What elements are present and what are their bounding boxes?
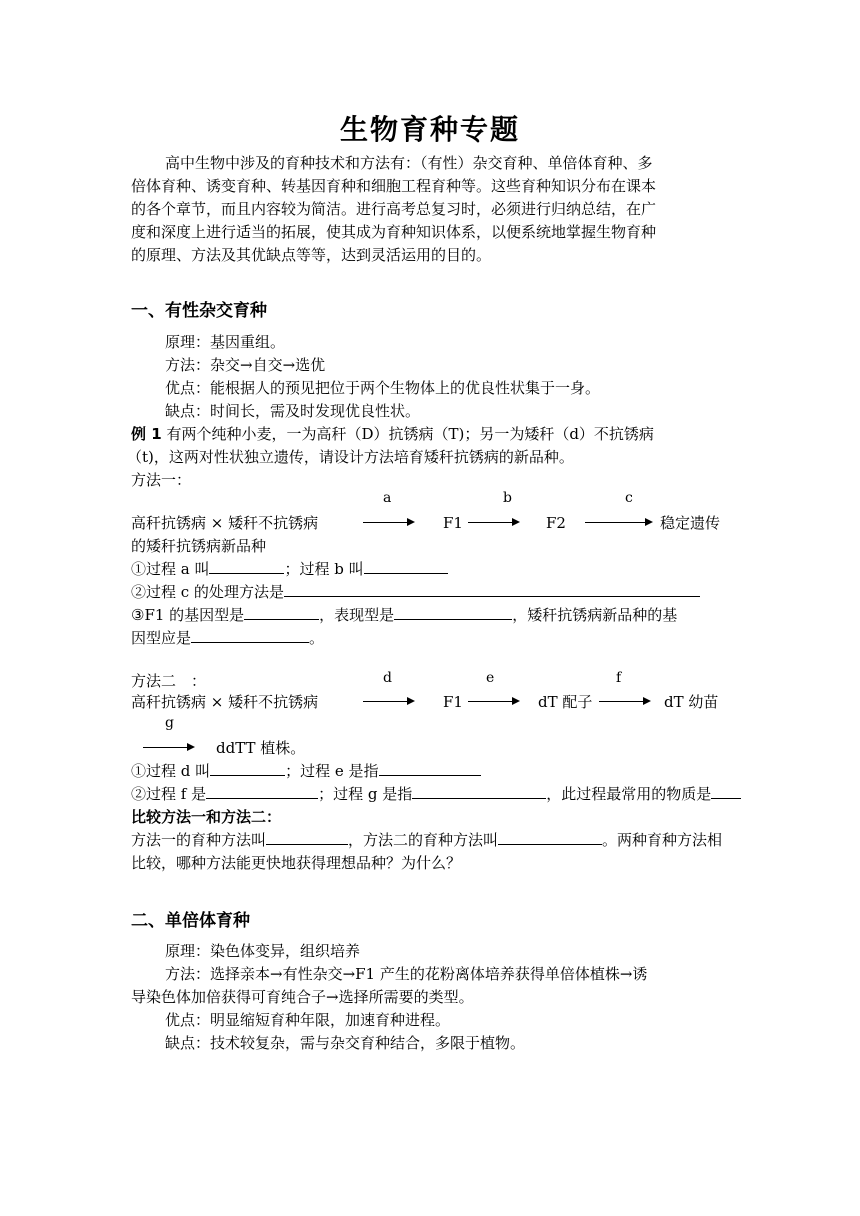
- q5-text-a: ②过程 f 是: [131, 785, 207, 803]
- s1-disadvantage: 缺点：时间长，需及时发现优良性状。: [165, 402, 421, 420]
- page-title: 生物育种专题: [339, 113, 520, 146]
- q1-text-b: ；过程 b 叫: [284, 560, 364, 578]
- q1-text-a: ①过程 a 叫: [131, 560, 210, 578]
- s1-method: 方法：杂交→自交→选优: [165, 356, 326, 374]
- flow2-seedling: dT 幼苗: [664, 693, 719, 711]
- answer-blank[interactable]: [364, 558, 448, 574]
- q5-text-c: ，此过程最常用的物质是: [546, 785, 712, 803]
- q3-text-a: ③F1 的基因型是: [131, 606, 245, 624]
- q3-text-d: 因型应是: [131, 629, 192, 647]
- answer-blank[interactable]: [711, 783, 741, 799]
- s2-method-1: 方法：选择亲本→有性杂交→F1 产生的花粉离体培养获得单倍体植株→诱: [165, 965, 648, 983]
- flow2-arrow-d: [363, 701, 413, 702]
- flow2-label-g: g: [165, 715, 174, 731]
- example-label: 例 1: [131, 425, 162, 443]
- answer-blank[interactable]: [209, 558, 284, 574]
- s1-advantage: 优点：能根据人的预见把位于两个生物体上的优良性状集于一身。: [165, 379, 601, 397]
- compare-heading: 比较方法一和方法二：: [131, 808, 282, 826]
- flow2-end: ddTT 植株。: [216, 739, 306, 757]
- section1-heading: 一、有性杂交育种: [131, 301, 267, 321]
- s2-method-2: 导染色体加倍获得可育纯合子→选择所需要的类型。: [131, 988, 474, 1006]
- q5-text-b: ；过程 g 是指: [318, 785, 413, 803]
- example1-line-2: （t)，这两对性状独立遗传，请设计方法培育矮秆抗锈病的新品种。: [127, 448, 574, 466]
- flow2-label-f: f: [616, 670, 622, 686]
- question-2: [131, 581, 700, 603]
- flow2-label-d: d: [383, 670, 392, 686]
- answer-blank[interactable]: [498, 829, 602, 845]
- s2-principle: 原理：染色体变异，组织培养: [165, 942, 361, 960]
- example1-line-1: [131, 423, 654, 445]
- question-4: [131, 760, 481, 782]
- question-3-cont: [131, 627, 324, 649]
- s2-advantage: 优点：明显缩短育种年限，加速育种进程。: [165, 1011, 451, 1029]
- compare-line-2: 比较，哪种方法能更快地获得理想品种？为什么？: [131, 854, 462, 872]
- flow2-arrow-e: [468, 701, 518, 702]
- q4-text-a: ①过程 d 叫: [131, 762, 211, 780]
- flow2-f1: F1: [443, 693, 463, 711]
- flow1-arrow-b: [468, 522, 518, 523]
- q3-text-c: ，矮秆抗锈病新品种的基: [512, 606, 678, 624]
- intro-line-4: 度和深度上进行适当的拓展，使其成为育种知识体系，以便系统地掌握生物育种: [131, 223, 657, 241]
- question-1: [131, 558, 448, 580]
- compare-text-a: 方法一的育种方法叫: [131, 831, 267, 849]
- q4-text-b: ；过程 e 是指: [285, 762, 379, 780]
- method1-label: 方法一：: [131, 471, 192, 489]
- flow1-arrow-c: [585, 522, 651, 523]
- q2-text: ②过程 c 的处理方法是: [131, 583, 284, 601]
- method2-label: 方法二 ：: [131, 672, 207, 690]
- s2-disadvantage: 缺点：技术较复杂，需与杂交育种结合，多限于植物。: [165, 1034, 526, 1052]
- intro-line-3: 的各个章节，而且内容较为简洁。进行高考总复习时，必须进行归纳总结，在广: [131, 200, 657, 218]
- flow1-start: 高秆抗锈病 × 矮秆不抗锈病: [131, 514, 319, 532]
- answer-blank[interactable]: [284, 581, 700, 597]
- question-3: [131, 604, 677, 626]
- answer-blank[interactable]: [394, 604, 512, 620]
- section2-heading: 二、单倍体育种: [131, 911, 250, 931]
- flow1-end: 稳定遗传: [660, 514, 721, 532]
- flow2-arrow-g: [143, 747, 193, 748]
- flow2-label-e: e: [486, 670, 495, 686]
- intro-line-2: 倍体育种、诱变育种、转基因育种和细胞工程育种等。这些育种知识分布在课本: [131, 177, 657, 195]
- compare-line-1: [131, 829, 722, 851]
- flow2-gamete: dT 配子: [538, 693, 593, 711]
- flow1-end-2: 的矮秆抗锈病新品种: [131, 537, 267, 555]
- answer-blank[interactable]: [244, 604, 319, 620]
- flow1-arrow-a: [363, 522, 413, 523]
- compare-text-b: ，方法二的育种方法叫: [348, 831, 499, 849]
- flow2-arrow-f: [599, 701, 649, 702]
- answer-blank[interactable]: [210, 760, 285, 776]
- intro-line-5: 的原理、方法及其优缺点等等，达到灵活运用的目的。: [131, 246, 492, 264]
- answer-blank[interactable]: [266, 829, 348, 845]
- intro-line-1: 高中生物中涉及的育种技术和方法有：（有性）杂交育种、单倍体育种、多: [165, 154, 653, 172]
- s1-principle: 原理：基因重组。: [165, 333, 286, 351]
- compare-text-c: 。两种育种方法相: [602, 831, 723, 849]
- flow1-label-b: b: [503, 490, 512, 506]
- answer-blank[interactable]: [206, 783, 318, 799]
- flow1-f1: F1: [443, 514, 463, 532]
- flow2-start: 高秆抗锈病 × 矮秆不抗锈病: [131, 693, 319, 711]
- answer-blank[interactable]: [191, 627, 309, 643]
- question-5: [131, 783, 741, 805]
- example-text-1: 有两个纯种小麦，一为高秆（D）抗锈病（T)；另一为矮秆（d）不抗锈病: [161, 425, 654, 443]
- flow1-label-a: a: [383, 490, 392, 506]
- answer-blank[interactable]: [379, 760, 481, 776]
- q3-text-b: ，表现型是: [319, 606, 395, 624]
- flow1-f2: F2: [546, 514, 566, 532]
- flow1-label-c: c: [625, 490, 633, 506]
- q3-text-e: 。: [309, 629, 325, 647]
- answer-blank[interactable]: [412, 783, 546, 799]
